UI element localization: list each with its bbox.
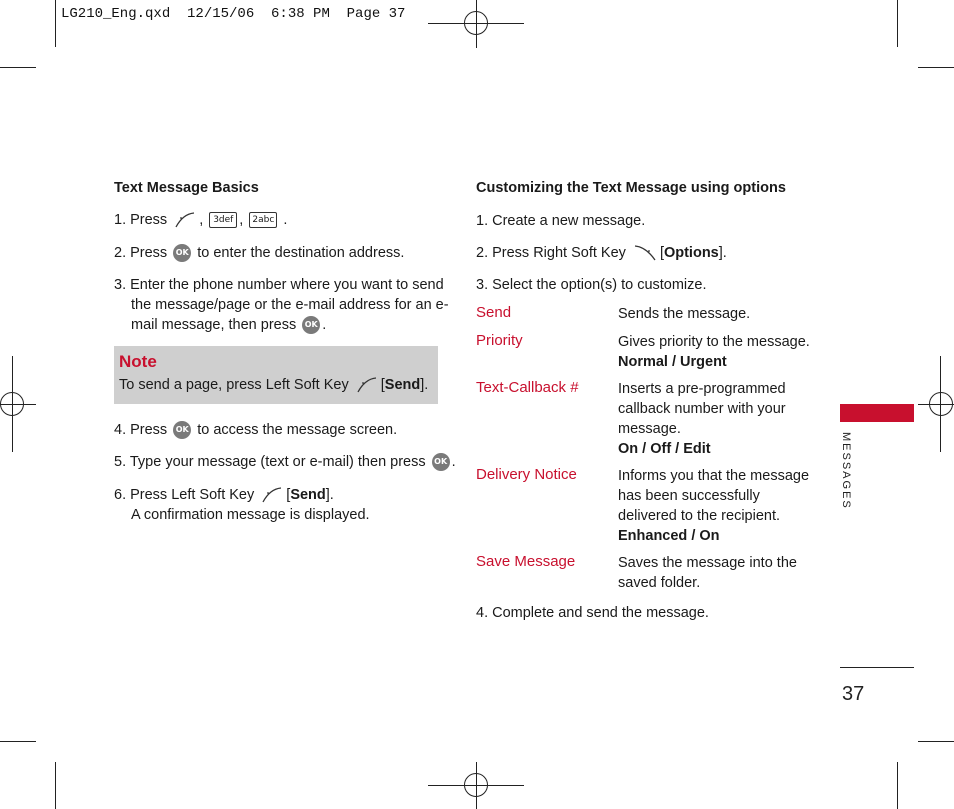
option-name-delivery-notice: Delivery Notice <box>476 466 577 483</box>
option-name-send: Send <box>476 304 512 321</box>
option-desc-text-callback: Inserts a pre-programmed callback number with your message. On / Off / Edit <box>618 381 786 457</box>
print-slug: LG210_Eng.qxd 12/15/06 6:38 PM Page 37 <box>61 6 406 22</box>
right-step-2: 2. Press Right Soft Key [Options]. <box>476 243 727 263</box>
step-2: 2. Press OK to enter the destination address. <box>114 245 405 261</box>
note-title: Note <box>119 352 157 371</box>
step-5: 5. Type your message (text or e-mail) then press OK . <box>114 454 456 470</box>
right-soft-key-icon <box>632 243 658 263</box>
section-side-label: MESSAGES <box>840 432 852 510</box>
option-name-priority: Priority <box>476 332 523 349</box>
right-step-4: 4. Complete and send the message. <box>476 605 709 621</box>
page-number-rule <box>840 667 914 668</box>
option-desc-send: Sends the message. <box>618 306 751 322</box>
option-desc-priority: Gives priority to the message. Normal / Urgent <box>618 334 810 370</box>
key-2-icon: 2abc <box>249 212 277 228</box>
option-name-text-callback: Text-Callback # <box>476 379 579 396</box>
key-3-icon: 3def <box>209 212 237 228</box>
right-step-1: 1. Create a new message. <box>476 213 646 229</box>
option-name-save-message: Save Message <box>476 553 576 570</box>
ok-key-icon: OK <box>173 244 191 262</box>
step-4: 4. Press OK to access the message screen. <box>114 422 398 438</box>
section-tab-marker <box>840 404 914 422</box>
note-text: To send a page, press Left Soft Key [Send]. <box>119 375 428 395</box>
section-heading-text-message-basics: Text Message Basics <box>114 180 259 196</box>
ok-key-icon: OK <box>302 316 320 334</box>
page-number: 37 <box>842 683 865 705</box>
step-3: 3. Enter the phone number where you want to send the message/page or the e-mail address for an e- mail message, then press OK . <box>114 277 449 333</box>
left-soft-key-icon <box>173 210 197 230</box>
option-desc-save-message: Saves the message into the saved folder. <box>618 555 797 591</box>
section-heading-customizing-options: Customizing the Text Message using options <box>476 180 786 196</box>
right-step-3: 3. Select the option(s) to customize. <box>476 277 707 293</box>
left-soft-key-icon <box>355 375 379 395</box>
ok-key-icon: OK <box>432 453 450 471</box>
step-1: 1. Press , 3def , 2abc . <box>114 210 287 230</box>
option-desc-delivery-notice: Informs you that the message has been successfully delivered to the recipient. Enhanced / On <box>618 468 810 544</box>
note-box <box>114 346 438 404</box>
step-6: 6. Press Left Soft Key [Send]. A confirmation message is displayed. <box>114 487 370 524</box>
left-soft-key-icon <box>260 485 284 505</box>
ok-key-icon: OK <box>173 421 191 439</box>
